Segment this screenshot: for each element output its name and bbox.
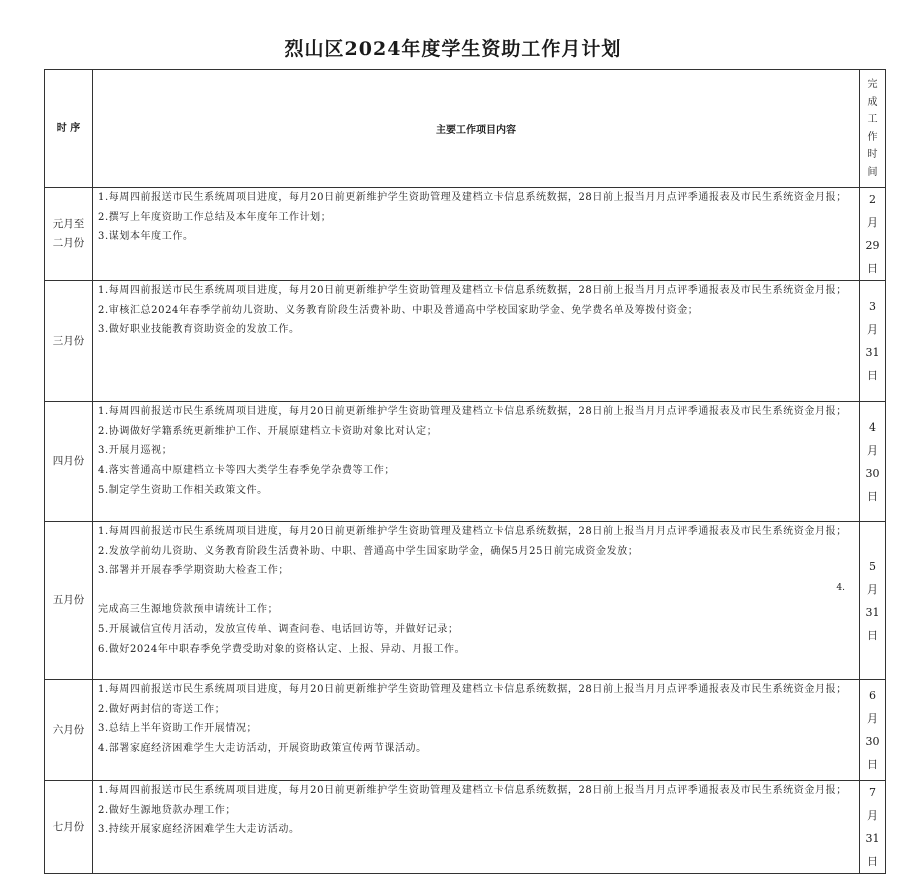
work-item: 5.开展诚信宣传月活动，发放宣传单、调查问卷、电话回访等，并做好记录； — [98, 623, 459, 635]
header-time-char: 完 — [867, 79, 878, 90]
item-number-marker: 4. — [836, 583, 845, 594]
content-cell — [93, 402, 860, 522]
table-row — [45, 188, 886, 281]
period-label: 元月至 — [52, 218, 85, 230]
work-item: 2.撰写上年度资助工作总结及本年度年工作计划； — [98, 211, 332, 223]
deadline-char: 月 — [867, 809, 878, 822]
item-marker-line — [98, 581, 851, 600]
deadline-cell — [860, 781, 886, 874]
work-item: 3.总结上半年资助工作开展情况； — [98, 723, 258, 735]
work-item: 1.每周四前报送市民生系统周项目进度，每月20日前更新维护学生资助管理及建档立卡信息系统数据，28日前上报当月月点评季通报表及市民生系统资金月报； — [98, 192, 847, 203]
work-plan-table — [44, 69, 886, 874]
deadline-char: 29 — [865, 239, 880, 252]
work-item: 3.持续开展家庭经济困难学生大走访活动。 — [98, 824, 300, 836]
period-cell — [45, 402, 93, 522]
period-label: 四月份 — [52, 455, 85, 467]
work-item: 1.每周四前报送市民生系统周项目进度，每月20日前更新维护学生资助管理及建档立卡信息系统数据，28日前上报当月月点评季通报表及市民生系统资金月报； — [98, 526, 847, 537]
header-time — [860, 70, 886, 188]
table-header-row — [45, 70, 886, 188]
deadline-char: 31 — [865, 605, 880, 619]
deadline-char: 30 — [865, 735, 880, 748]
table-row — [45, 281, 886, 402]
period-cell — [45, 522, 93, 680]
work-item: 2.做好生源地贷款办理工作； — [98, 804, 236, 816]
header-time-char: 间 — [867, 166, 878, 178]
period-label: 二月份 — [52, 237, 85, 249]
work-item: 1.每周四前报送市民生系统周项目进度，每月20日前更新维护学生资助管理及建档立卡信息系统数据，28日前上报当月月点评季通报表及市民生系统资金月报； — [98, 285, 847, 296]
work-item: 3.谋划本年度工作。 — [98, 231, 194, 243]
period-label: 六月份 — [52, 723, 85, 736]
deadline-char: 日 — [867, 628, 878, 642]
header-time-char: 成 — [867, 96, 878, 108]
deadline-char: 日 — [867, 758, 878, 771]
work-item: 6.做好2024年中职春季免学费受助对象的资格认定、上报、异动、月报工作。 — [98, 643, 466, 655]
work-item: 2.审核汇总2024年春季学前幼儿资助、义务教育阶段生活费补助、中职及普通高中学校国家助学金、免学费名单及筹拨付资金； — [98, 304, 699, 316]
deadline-char: 3 — [869, 300, 876, 313]
deadline-cell — [860, 188, 886, 281]
content-cell — [93, 188, 860, 281]
content-cell — [93, 281, 860, 402]
table-row — [45, 781, 886, 874]
period-cell — [45, 188, 93, 281]
period-label: 七月份 — [52, 820, 85, 833]
deadline-char: 月 — [867, 582, 878, 596]
deadline-char: 2 — [869, 193, 876, 206]
deadline-char: 7 — [869, 786, 876, 799]
page-title: 烈山区2024年度学生资助工作月计划 — [284, 38, 622, 60]
deadline-char: 31 — [865, 346, 880, 359]
content-cell — [93, 781, 860, 874]
work-item: 完成高三生源地贷款预申请统计工作； — [98, 604, 279, 616]
deadline-char: 日 — [867, 369, 878, 382]
table-row — [45, 402, 886, 522]
deadline-char: 6 — [869, 689, 876, 702]
work-item: 3.部署并开展春季学期资助大检查工作； — [98, 565, 289, 577]
work-item: 2.发放学前幼儿资助、义务教育阶段生活费补助、中职、普通高中学生国家助学金，确保5月25日前完成资金发放； — [98, 545, 639, 557]
deadline-char: 30 — [865, 466, 880, 480]
work-item: 1.每周四前报送市民生系统周项目进度，每月20日前更新维护学生资助管理及建档立卡信息系统数据，28日前上报当月月点评季通报表及市民生系统资金月报； — [98, 406, 847, 417]
work-item: 3.做好职业技能教育资助资金的发放工作。 — [98, 324, 300, 336]
deadline-char: 月 — [867, 323, 878, 336]
deadline-char: 月 — [867, 216, 878, 229]
deadline-cell — [860, 522, 886, 680]
deadline-char: 日 — [867, 489, 878, 503]
period-label: 五月份 — [52, 594, 85, 606]
header-time-char: 时 — [867, 149, 878, 160]
work-item: 5.制定学生资助工作相关政策文件。 — [98, 484, 268, 496]
table-row — [45, 680, 886, 781]
work-item: 4.落实普通高中原建档立卡等四大类学生春季免学杂费等工作； — [98, 465, 395, 477]
deadline-char: 月 — [867, 443, 878, 457]
work-item: 1.每周四前报送市民生系统周项目进度，每月20日前更新维护学生资助管理及建档立卡信息系统数据，28日前上报当月月点评季通报表及市民生系统资金月报； — [98, 684, 847, 695]
deadline-char: 日 — [867, 855, 878, 868]
header-time-char: 作 — [867, 131, 878, 143]
work-item: 4.部署家庭经济困难学生大走访活动，开展资助政策宣传两节课活动。 — [98, 743, 427, 755]
period-cell — [45, 281, 93, 402]
period-cell — [45, 781, 93, 874]
work-item: 1.每周四前报送市民生系统周项目进度，每月20日前更新维护学生资助管理及建档立卡信息系统数据，28日前上报当月月点评季通报表及市民生系统资金月报； — [98, 785, 847, 796]
period-label: 三月份 — [52, 334, 85, 347]
deadline-char: 日 — [867, 262, 878, 275]
deadline-cell — [860, 402, 886, 522]
header-order: 时 序 — [45, 70, 93, 188]
content-cell — [93, 680, 860, 781]
period-cell — [45, 680, 93, 781]
work-item: 3.开展月巡视； — [98, 445, 173, 457]
deadline-char: 5 — [869, 559, 876, 573]
deadline-char: 月 — [867, 712, 878, 725]
work-item: 2.协调做好学籍系统更新维护工作、开展原建档立卡资助对象比对认定； — [98, 425, 438, 437]
content-cell — [93, 522, 860, 680]
header-time-char: 工 — [867, 114, 878, 125]
deadline-cell — [860, 281, 886, 402]
table-row — [45, 522, 886, 680]
deadline-cell — [860, 680, 886, 781]
header-content: 主要工作项目内容 — [93, 70, 860, 188]
work-item: 2.做好两封信的寄送工作； — [98, 703, 226, 715]
deadline-char: 4 — [869, 420, 876, 434]
deadline-char: 31 — [865, 832, 880, 845]
